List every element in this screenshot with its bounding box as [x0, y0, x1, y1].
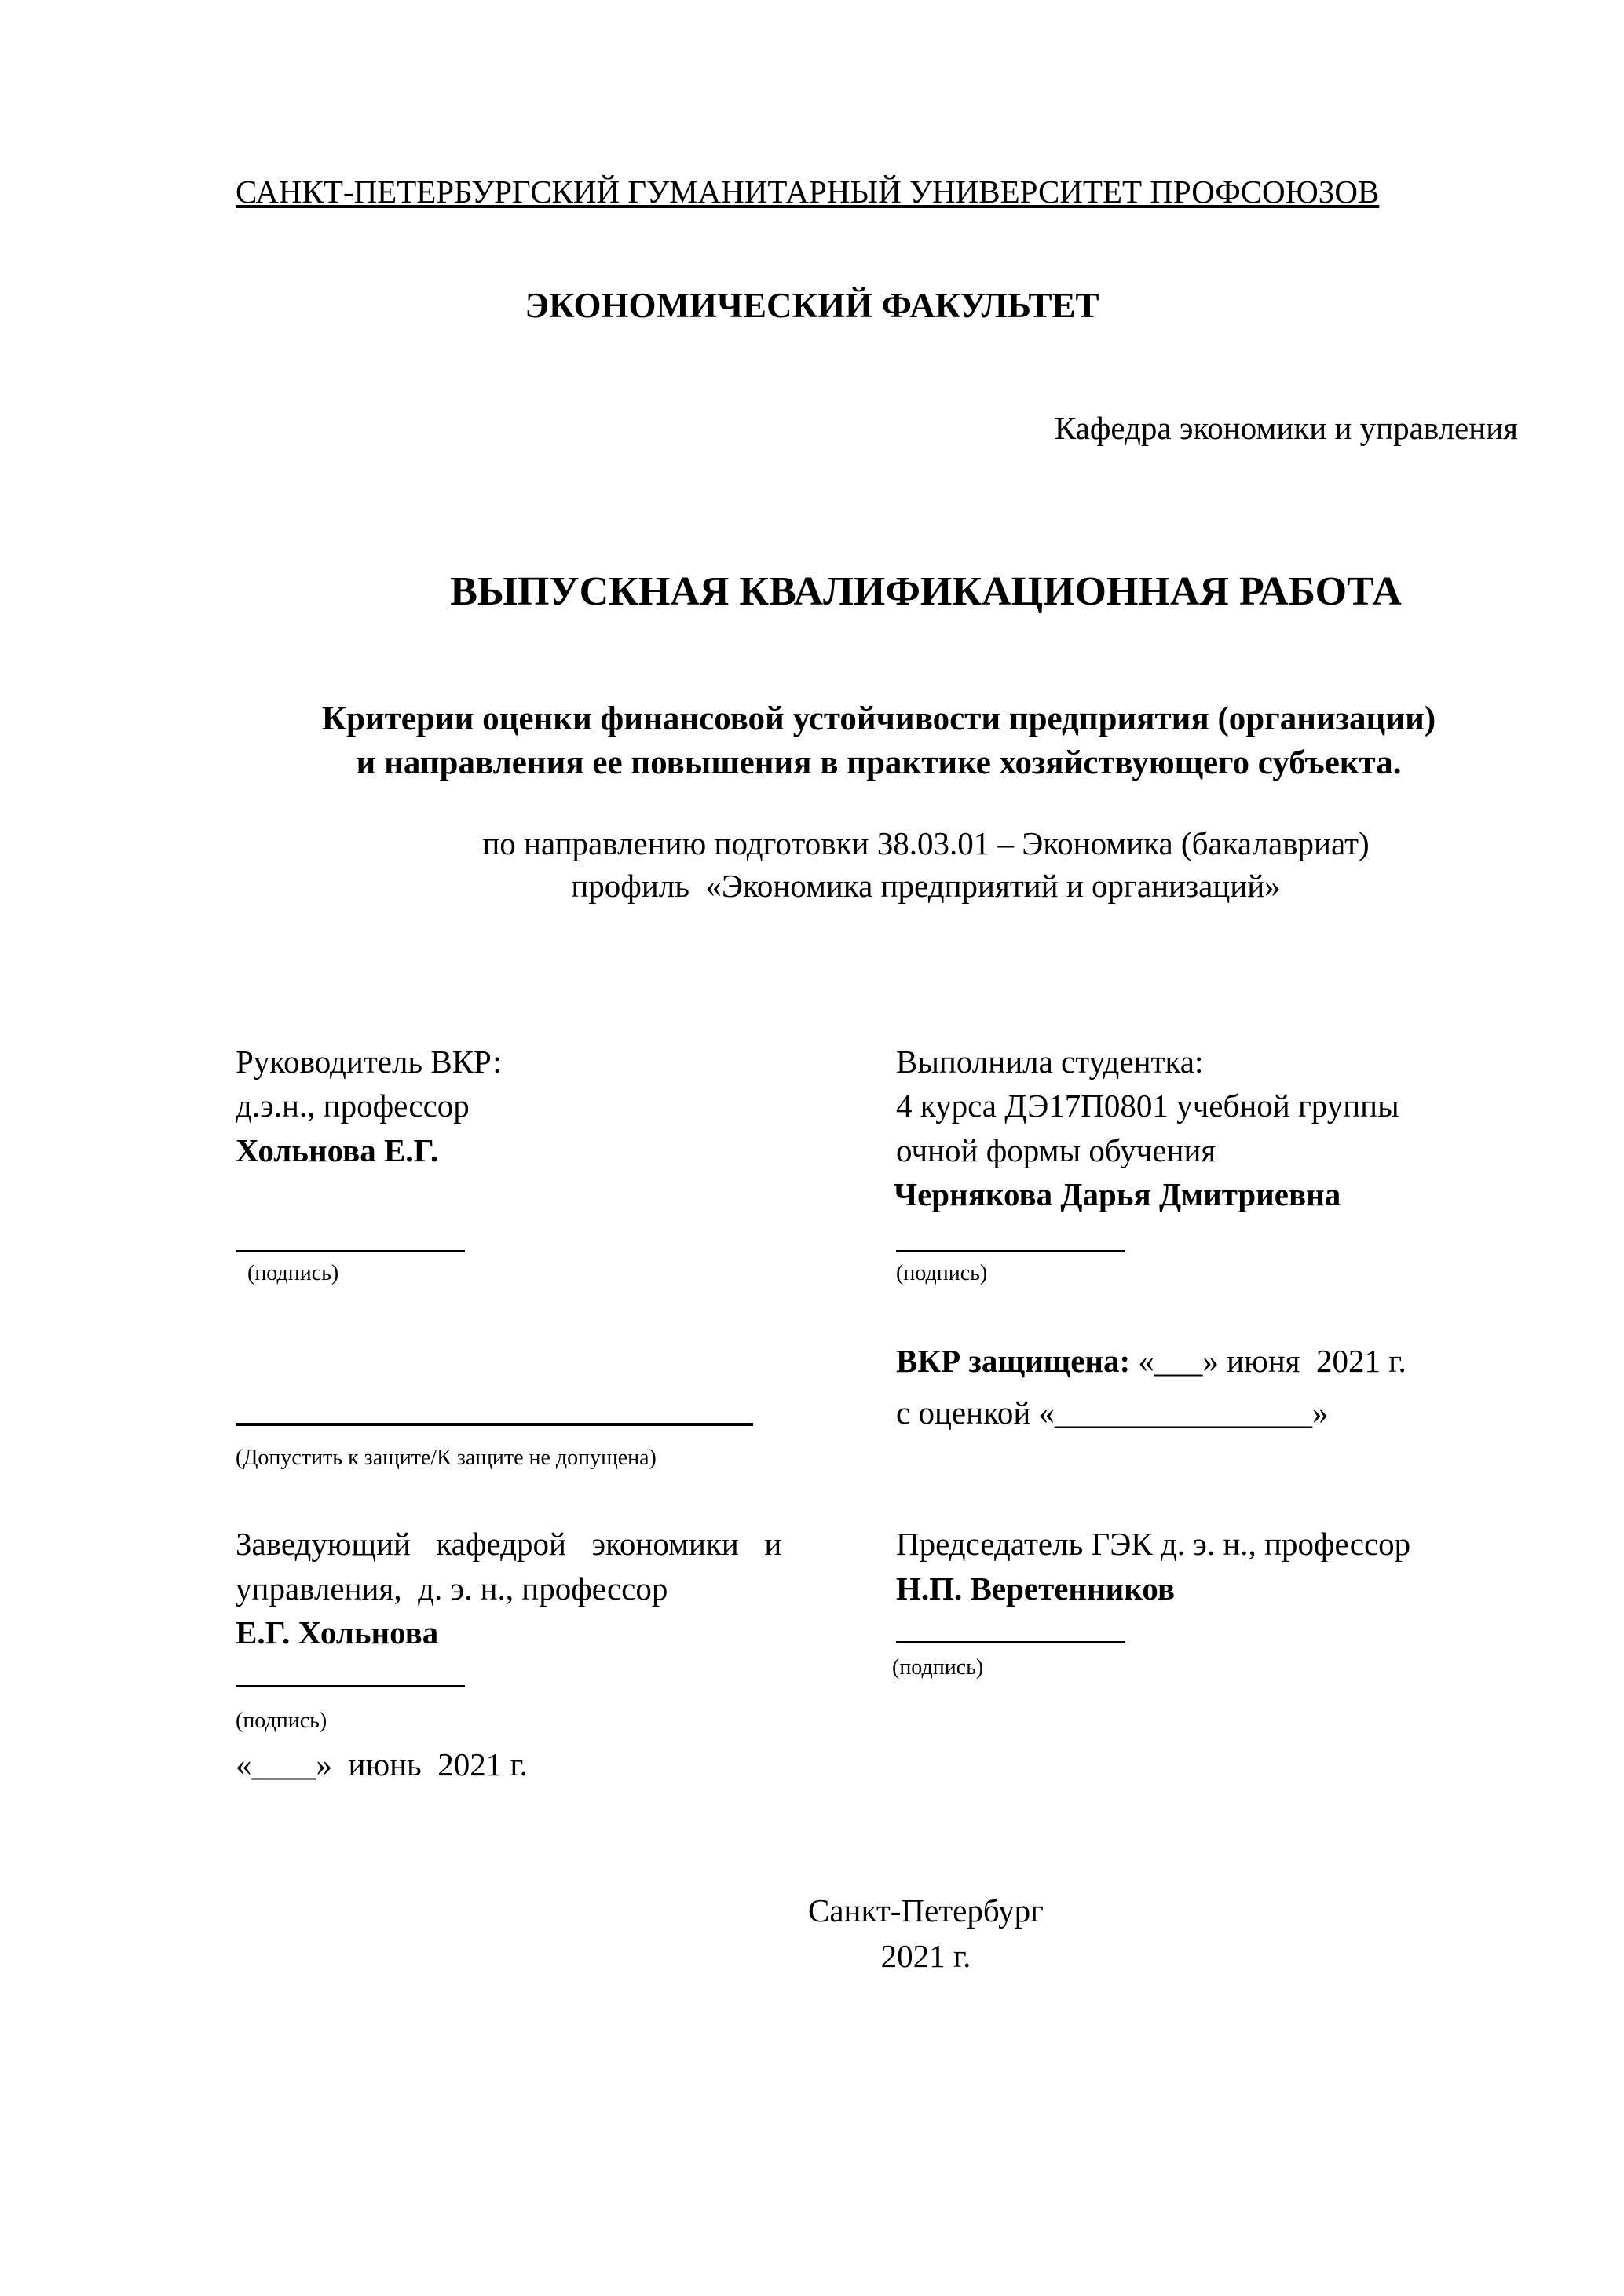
supervisor-signature-line	[236, 1250, 465, 1252]
chairman-title: Председатель ГЭК д. э. н., профессор	[896, 1526, 1411, 1562]
student-name: Чернякова Дарья Дмитриевна	[894, 1176, 1341, 1212]
topic-line-1: Критерии оценки финансовой устойчивости предприятия (организации)	[321, 700, 1436, 737]
student-signature-line	[896, 1250, 1125, 1252]
topic-line-2: и направления ее повышения в практике хозяйствующего субъекта.	[356, 744, 1402, 781]
defense-label: ВКР защищена:	[896, 1343, 1131, 1379]
supervisor-name: Хольнова Е.Г.	[236, 1132, 439, 1168]
head-title-line-2: управления, д. э. н., профессор	[236, 1570, 668, 1607]
admission-caption: (Допустить к защите/К защите не допущена)	[236, 1446, 657, 1470]
work-type-title: ВЫПУСКНАЯ КВАЛИФИКАЦИОННАЯ РАБОТА	[450, 569, 1402, 614]
department-name: Кафедра экономики и управления	[1054, 410, 1518, 446]
chairman-name: Н.П. Веретенников	[896, 1570, 1175, 1607]
head-name: Е.Г. Хольнова	[236, 1614, 439, 1651]
student-signature-caption: (подпись)	[896, 1261, 988, 1285]
student-study-form: очной формы обучения	[896, 1132, 1216, 1168]
defense-date: «___» июня 2021 г.	[1130, 1343, 1406, 1379]
faculty-name: ЭКОНОМИЧЕСКИЙ ФАКУЛЬТЕТ	[525, 286, 1099, 325]
student-label: Выполнила студентка:	[896, 1044, 1204, 1080]
chairman-signature-caption: (подпись)	[892, 1655, 984, 1680]
head-signature-caption: (подпись)	[236, 1709, 327, 1733]
supervisor-label: Руководитель ВКР:	[236, 1044, 502, 1080]
head-date: «____» июнь 2021 г.	[236, 1746, 528, 1782]
defense-grade: с оценкой «________________»	[896, 1395, 1329, 1431]
chairman-signature-line	[896, 1641, 1125, 1643]
head-signature-line	[236, 1685, 465, 1687]
study-direction: по направлению подготовки 38.03.01 – Экономика (бакалавриат)	[482, 825, 1370, 861]
student-group: 4 курса ДЭ17П0801 учебной группы	[896, 1088, 1399, 1124]
admission-signature-line	[236, 1423, 753, 1426]
supervisor-signature-caption: (подпись)	[247, 1261, 339, 1285]
university-name: САНКТ-ПЕТЕРБУРГСКИЙ ГУМАНИТАРНЫЙ УНИВЕРСИТЕТ ПРОФСОЮЗОВ	[236, 174, 1380, 210]
year: 2021 г.	[880, 1938, 971, 1974]
supervisor-degree: д.э.н., профессор	[236, 1088, 470, 1124]
city: Санкт-Петербург	[808, 1892, 1044, 1929]
head-title-line-1: Заведующий кафедрой экономики и	[236, 1526, 782, 1562]
study-profile: профиль «Экономика предприятий и организаций»	[571, 868, 1281, 904]
